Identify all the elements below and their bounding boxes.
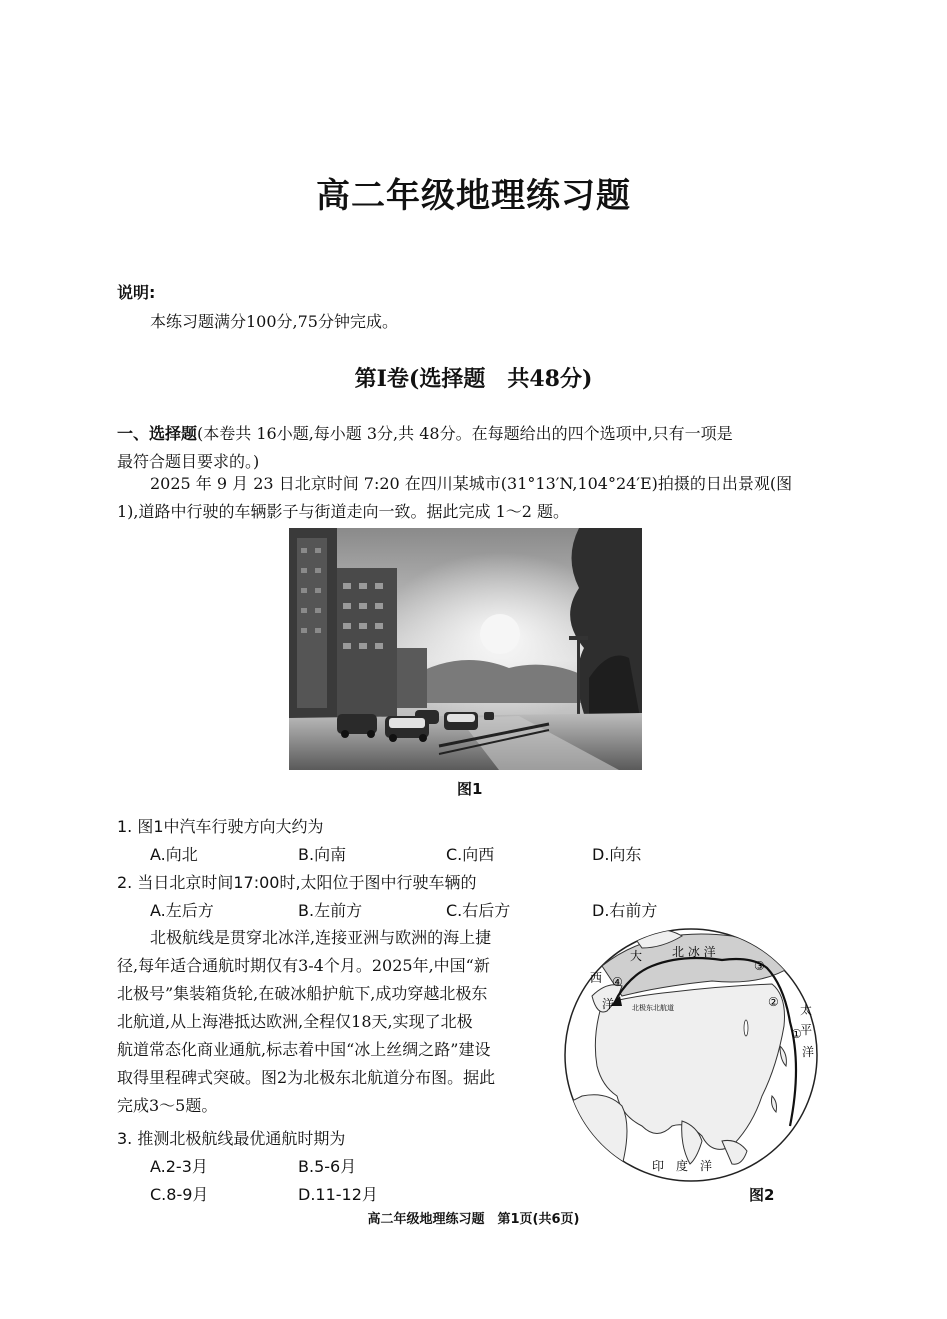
indian-ocean-label: 印 度 洋 [652, 1159, 713, 1173]
q2-option-c[interactable]: C.右后方 [446, 901, 511, 920]
q3-stem: 3. 推测北极航线最优通航时期为 [117, 1129, 346, 1148]
figure1-caption: 图1 [457, 780, 483, 798]
q1-stem: 1. 图1中汽车行驶方向大约为 [117, 817, 324, 836]
page-footer: 高二年级地理练习题 第1页(共6页) [367, 1212, 580, 1227]
part-heading [117, 420, 835, 448]
intro2-line6: 取得里程碑式突破。图2为北极东北航道分布图。据此 [117, 1068, 496, 1087]
strait-label: 北极东北航道 [632, 1004, 674, 1012]
q2-option-a[interactable]: A.左后方 [150, 901, 214, 920]
page-title: 高二年级地理练习题 [316, 176, 631, 216]
intro2-line5: 航道常态化商业通航,标志着中国“冰上丝绸之路”建设 [117, 1040, 491, 1059]
q2-option-d[interactable]: D.右前方 [592, 901, 658, 920]
note-label: 说明: [117, 283, 156, 302]
label-tai: 太 [800, 1003, 813, 1017]
q3-option-b[interactable]: B.5-6月 [298, 1157, 357, 1176]
figure2-caption: 图2 [749, 1186, 775, 1204]
q3-option-a[interactable]: A.2-3月 [150, 1157, 208, 1176]
route-mark-4: ④ [612, 975, 623, 989]
arctic-route-map [562, 926, 820, 1184]
label-ping: 平 [800, 1023, 813, 1037]
intro2-line7: 完成3～5题。 [117, 1096, 218, 1115]
part-heading-rest: (本卷共 16小题,每小题 3分,共 48分。在每题给出的四个选项中,只有一项是 [197, 424, 733, 443]
note-text: 本练习题满分100分,75分钟完成。 [150, 312, 398, 331]
label-yang-east: 洋 [802, 1045, 815, 1059]
intro2-line3: 北极号”集装箱货轮,在破冰船护航下,成功穿越北极东 [117, 984, 488, 1003]
label-xi: 西 [590, 971, 603, 985]
intro1-line1: 2025 年 9 月 23 日北京时间 7:20 在四川某城市(31°13′N,104°24′E)拍摄的日出景观(图 [150, 474, 793, 493]
q1-option-b[interactable]: B.向南 [298, 845, 347, 864]
sunrise-photo [289, 528, 642, 770]
route-mark-3: ③ [754, 959, 765, 973]
q3-option-c[interactable]: C.8-9月 [150, 1185, 209, 1204]
label-da: 大 [630, 949, 643, 963]
q1-option-a[interactable]: A.向北 [150, 845, 198, 864]
intro1-line2: 1),道路中行驶的车辆影子与街道走向一致。据此完成 1～2 题。 [117, 502, 570, 521]
q2-option-b[interactable]: B.左前方 [298, 901, 363, 920]
q1-option-d[interactable]: D.向东 [592, 845, 642, 864]
intro2-line1: 北极航线是贯穿北冰洋,连接亚洲与欧洲的海上捷 [150, 928, 492, 947]
intro2-line4: 北航道,从上海港抵达欧洲,全程仅18天,实现了北极 [117, 1012, 473, 1031]
route-mark-1: ① [791, 1027, 802, 1041]
q1-option-c[interactable]: C.向西 [446, 845, 495, 864]
part-heading-line2: 最符合题目要求的。) [117, 452, 260, 471]
route-mark-2: ② [768, 995, 779, 1009]
q2-stem: 2. 当日北京时间17:00时,太阳位于图中行驶车辆的 [117, 873, 477, 892]
part-heading-bold: 一、选择题 [117, 424, 198, 443]
label-yang-west: 洋 [602, 997, 615, 1011]
q3-option-d[interactable]: D.11-12月 [298, 1185, 378, 1204]
intro2-line2: 径,每年适合通航时期仅有3-4个月。2025年,中国“新 [117, 956, 490, 975]
section-title: 第Ⅰ卷(选择题 共48分) [354, 366, 593, 392]
arctic-ocean-label: 北 冰 洋 [672, 945, 716, 959]
